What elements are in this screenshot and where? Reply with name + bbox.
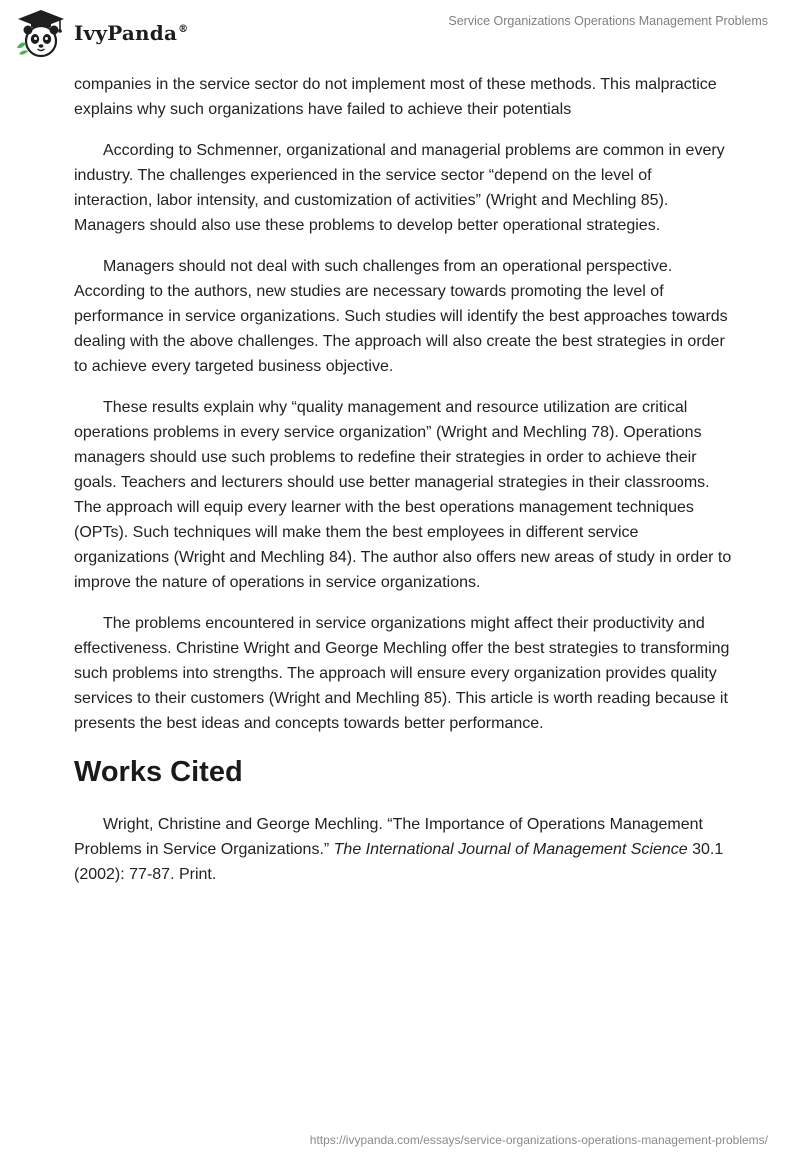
citation-journal: The International Journal of Management Science xyxy=(333,841,688,858)
panda-graduate-icon xyxy=(14,8,68,58)
citation-entry xyxy=(74,812,734,887)
paragraph: According to Schmenner, organizational and managerial problems are common in every industry. The challenges experienced in the service sector “depend on the level of interaction, labor intensity, and customization of activities” (Wright and Mechling 85). Managers should also use these problems to develop better operational strategies. xyxy=(74,142,725,234)
registered-mark: ® xyxy=(178,24,189,36)
paragraph: These results explain why “quality management and resource utilization are critical operations problems in every service organization” (Wright and Mechling 78). Operations managers should use such problems to redefine their strategies in order to achieve their goals. Teachers and lecturers should use better managerial strategies in their classrooms. The approach will equip every learner with the best operations management techniques (OPTs). Such techniques will make them the best employees in different service organizations (Wright and Mechling 84). The author also offers new areas of study in order to improve the nature of operations in service organizations. xyxy=(74,399,732,591)
brand-name: IvyPanda® xyxy=(74,21,189,45)
page-header xyxy=(0,0,800,62)
works-cited-heading: Works Cited xyxy=(74,756,243,788)
citation-details: 30.1 (2002): 77-87. Print. xyxy=(74,841,724,883)
ivypanda-logo[interactable] xyxy=(14,8,188,58)
paragraph-continuation: companies in the service sector do not implement most of these methods. This malpractice explains why such organizations have failed to achieve their potentials xyxy=(74,76,717,118)
source-url-link[interactable]: https://ivypanda.com/essays/service-organizations-operations-management-problems/ xyxy=(309,1133,768,1147)
paragraph: The problems encountered in service organizations might affect their productivity and effectiveness. Christine Wright and George Mechling offer the best strategies to transforming such problems into strengths. The approach will ensure every organization provides quality services to their customers (Wright and Mechling 85). This article is worth reading because it presents the best ideas and concepts towards better performance. xyxy=(74,615,730,732)
document-title: Service Organizations Operations Management Problems xyxy=(448,14,768,28)
essay-content xyxy=(74,72,734,887)
citation-authors-title: Wright, Christine and George Mechling. “The Importance of Operations Management Problems in Service Organizations.” xyxy=(74,816,703,858)
paragraph: Managers should not deal with such challenges from an operational perspective. According to the authors, new studies are necessary towards promoting the level of performance in service organizations. Such studies will identify the best approaches towards dealing with the above challenges. The approach will also create the best strategies in order to achieve every targeted business objective. xyxy=(74,258,728,375)
